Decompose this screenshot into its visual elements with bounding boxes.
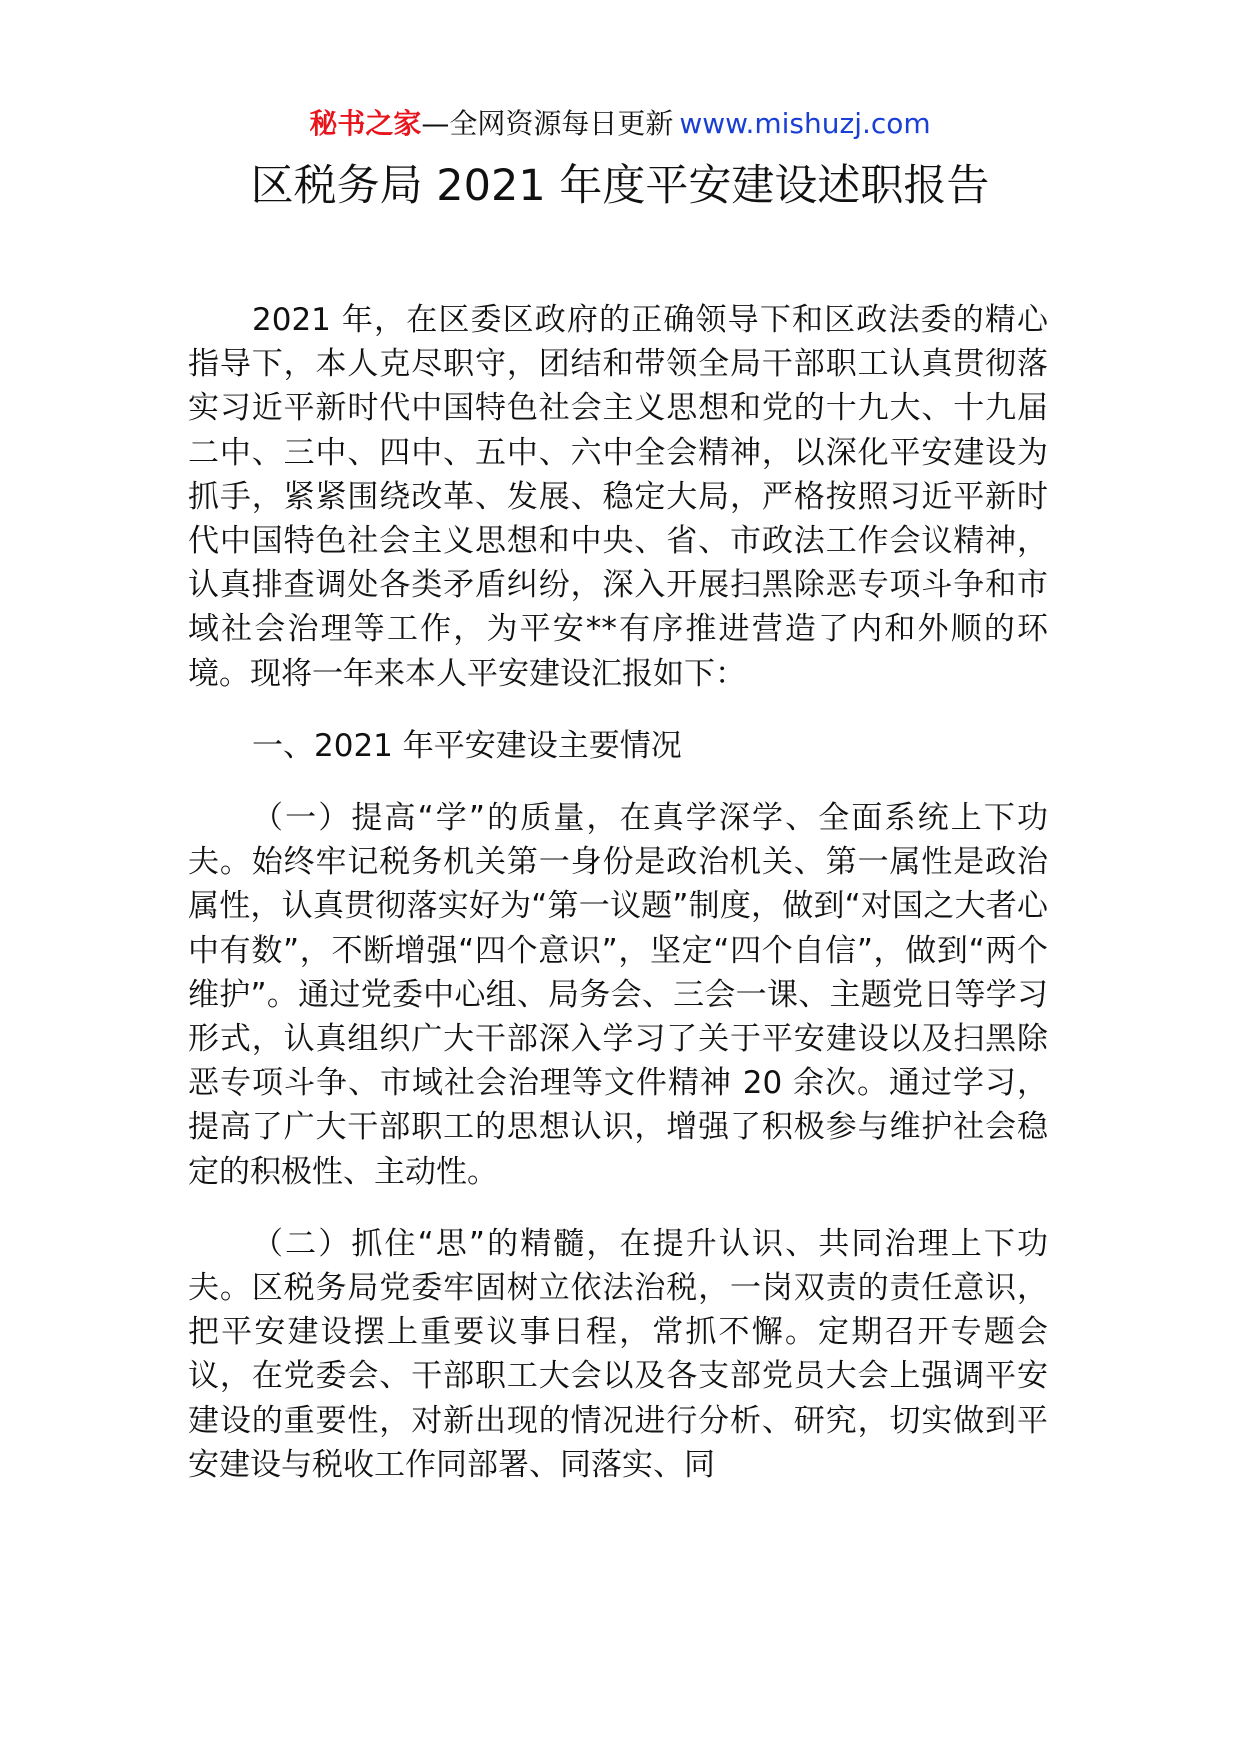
body-paragraph-study: （一）提高“学”的质量，在真学深学、全面系统上下功夫。始终牢记税务机关第一身份是政治机关、第一属性是政治属性，认真贯彻落实好为“第一议题”制度，做到“对国之大者心中有数”，不断增强“四个意识”，坚定“四个自信”，做到“两个维护”。通过党委中心组、局务会、三会一课、主题党日等学习形式，认真组织广大干部深入学习了关于平安建设以及扫黑除恶专项斗争、市域社会治理等文件精神 20 余次。通过学习，提高了广大干部职工的思想认识，增强了积极参与维护社会稳定的积极性、主动性。 <box>188 800 1048 1190</box>
site-url-link[interactable]: www.mishuzj.com <box>679 107 931 140</box>
site-header <box>0 104 1240 144</box>
brand-name: 秘书之家 <box>309 107 422 140</box>
document-title: 区税务局 2021 年度平安建设述职报告 <box>250 161 990 211</box>
document-body <box>188 298 1048 1487</box>
intro-paragraph: 2021 年，在区委区政府的正确领导下和区政法委的精心指导下，本人克尽职守，团结和带领全局干部职工认真贯彻落实习近平新时代中国特色社会主义思想和党的十九大、十九届二中、三中、四中、五中、六中全会精神，以深化平安建设为抓手，紧紧围绕改革、发展、稳定大局，严格按照习近平新时代中国特色社会主义思想和中央、省、市政法工作会议精神，认真排查调处各类矛盾纠纷，深入开展扫黑除恶专项斗争和市域社会治理等工作，为平安**有序推进营造了内和外顺的环境。现将一年来本人平安建设汇报如下： <box>188 302 1048 692</box>
section-heading: 一、2021 年平安建设主要情况 <box>252 727 682 764</box>
header-slogan: —全网资源每日更新 <box>421 107 674 140</box>
body-paragraph-thought: （二）抓住“思”的精髓，在提升认识、共同治理上下功夫。区税务局党委牢固树立依法治税，一岗双责的责任意识，把平安建设摆上重要议事日程，常抓不懈。定期召开专题会议，在党委会、干部职工大会以及各支部党员大会上强调平安建设的重要性，对新出现的情况进行分析、研究，切实做到平安建设与税收工作同部署、同落实、同 <box>188 1225 1048 1483</box>
